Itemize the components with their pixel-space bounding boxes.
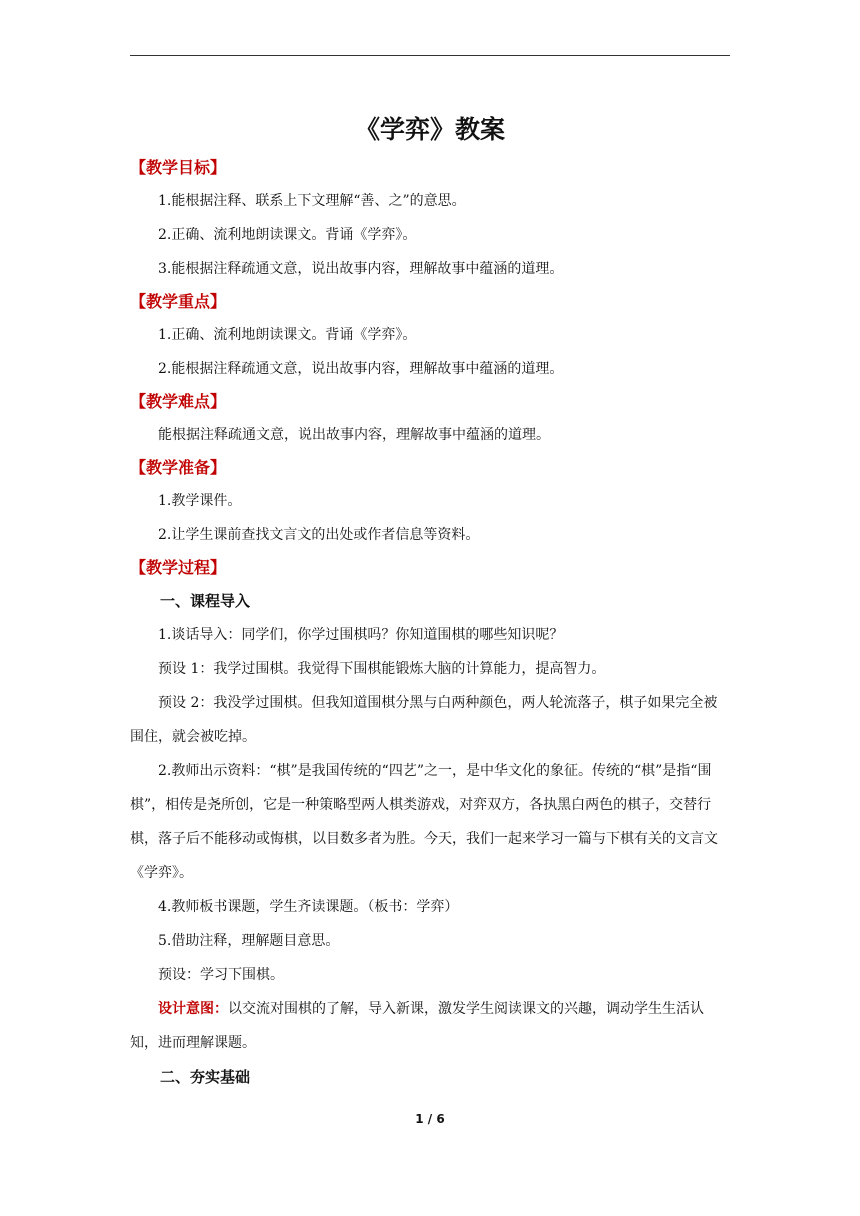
document-title: 《学弈》教案 — [354, 115, 505, 144]
goals-heading: 【教学目标】 — [130, 158, 227, 177]
page-number: 1 / 6 — [415, 1112, 445, 1126]
process-paragraph: 2.教师出示资料：“棋”是我国传统的“四艺”之一，是中华文化的象征。传统的“棋”是指“围棋”，相传是尧所创，它是一种策略型两人棋类游戏，对弈双方，各执黑白两色的棋子，交替行棋，落子后不能移动或悔棋，以目数多者为胜。今天，我们一起来学习一篇与下棋有关的文言文《学弈》。 — [130, 763, 718, 881]
process-paragraph: 预设 2：我没学过围棋。但我知道围棋分黑与白两种颜色，两人轮流落子，棋子如果完全被围住，就会被吃掉。 — [130, 695, 718, 745]
process-heading: 【教学过程】 — [130, 558, 227, 577]
goals-item: 3.能根据注释疏通文意，说出故事内容，理解故事中蕴涵的道理。 — [158, 261, 564, 277]
goals-item: 1.能根据注释、联系上下文理解“善、之”的意思。 — [158, 193, 466, 209]
process-paragraph: 预设 1：我学过围棋。我觉得下围棋能锻炼大脑的计算能力，提高智力。 — [158, 661, 606, 677]
process-paragraph: 4.教师板书课题，学生齐读课题。（板书：学弈） — [158, 899, 459, 915]
difficulties-heading: 【教学难点】 — [130, 392, 227, 411]
key-points-item: 1.正确、流利地朗读课文。背诵《学弈》。 — [158, 327, 417, 343]
process-paragraph: 预设：学习下围棋。 — [158, 967, 284, 983]
process-part1-title: 一、课程导入 — [160, 592, 251, 610]
process-part2-title: 二、夯实基础 — [160, 1068, 251, 1086]
header-rule — [130, 55, 730, 56]
difficulties-text: 能根据注释疏通文意，说出故事内容，理解故事中蕴涵的道理。 — [158, 427, 550, 443]
design-intent — [130, 992, 730, 1060]
preparation-item: 1.教学课件。 — [158, 493, 242, 509]
document-body — [130, 152, 730, 1094]
design-intent-text: 以交流对围棋的了解，导入新课，激发学生阅读课文的兴趣，调动学生生活认知，进而理解课题。 — [130, 1001, 704, 1051]
process-paragraph: 5.借助注释，理解题目意思。 — [158, 933, 340, 949]
key-points-item: 2.能根据注释疏通文意，说出故事内容，理解故事中蕴涵的道理。 — [158, 361, 564, 377]
goals-item: 2.正确、流利地朗读课文。背诵《学弈》。 — [158, 227, 417, 243]
preparation-item: 2.让学生课前查找文言文的出处或作者信息等资料。 — [158, 527, 480, 543]
preparation-heading: 【教学准备】 — [130, 458, 227, 477]
process-paragraph: 1.谈话导入：同学们，你学过围棋吗？你知道围棋的哪些知识呢？ — [158, 627, 564, 643]
key-points-heading: 【教学重点】 — [130, 292, 227, 311]
design-intent-label: 设计意图： — [158, 1001, 228, 1017]
